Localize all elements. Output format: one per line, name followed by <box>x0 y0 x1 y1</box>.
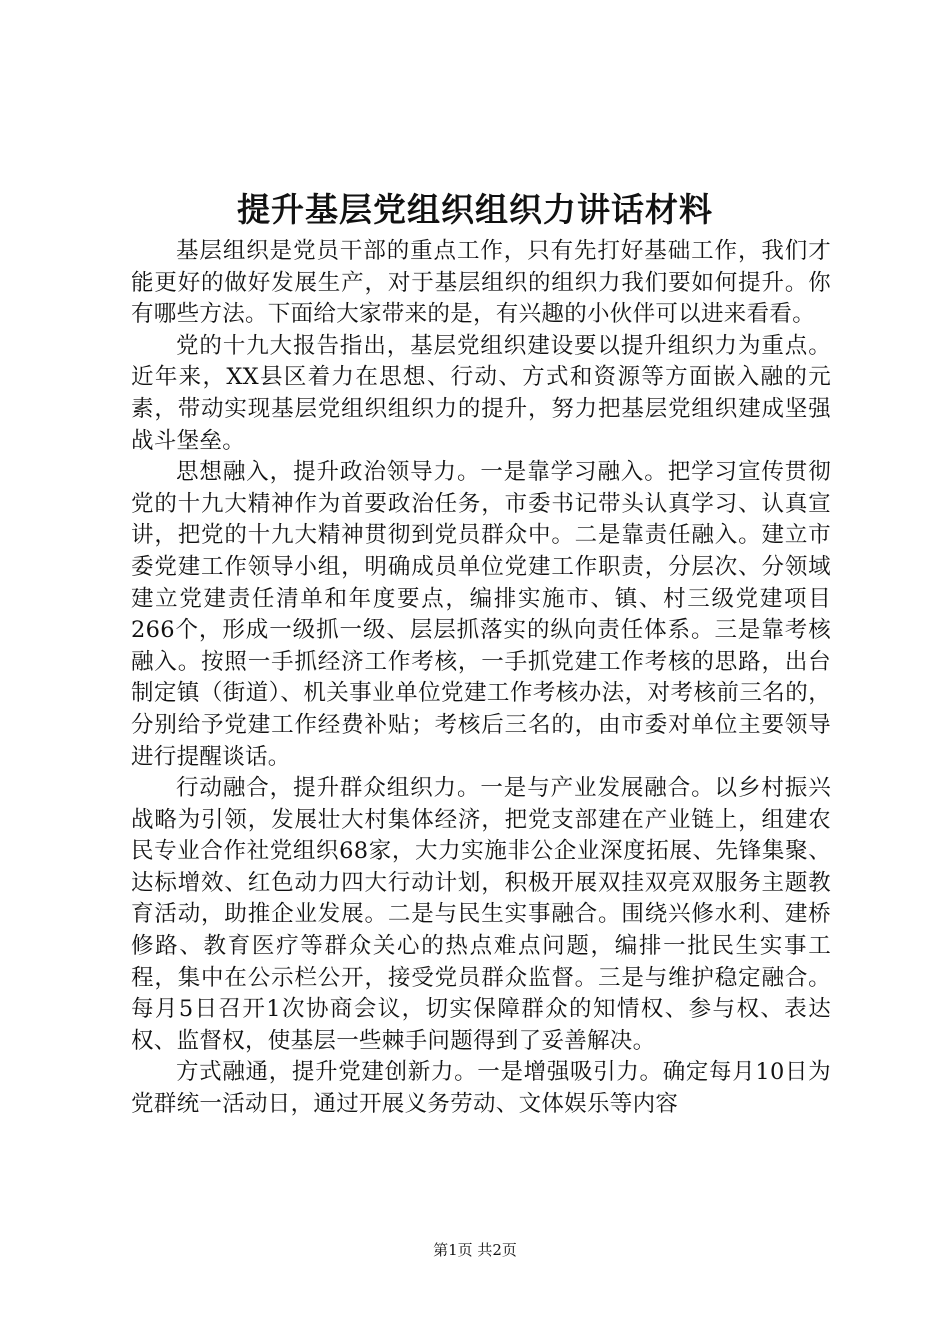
document-body <box>131 236 831 1121</box>
paragraph-thought: 思想融入，提升政治领导力。一是靠学习融入。把学习宣传贯彻党的十九大精神作为首要政治任务，市委书记带头认真学习、认真宣讲，把党的十九大精神贯彻到党员群众中。二是靠责任融入。建立市委党建工作领导小组，明确成员单位党建工作职责，分层次、分领域建立党建责任清单和年度要点，编排实施市、镇、村三级党建项目266个，形成一级抓一级、层层抓落实的纵向责任体系。三是靠考核融入。按照一手抓经济工作考核，一手抓党建工作考核的思路，出台制定镇（街道）、机关事业单位党建工作考核办法，对考核前三名的，分别给予党建工作经费补贴；考核后三名的，由市委对单位主要领导进行提醒谈话。 <box>131 459 831 770</box>
document-title: 提升基层党组织组织力讲话材料 <box>237 190 713 229</box>
paragraph-action: 行动融合，提升群众组织力。一是与产业发展融合。以乡村振兴战略为引领，发展壮大村集体经济，把党支部建在产业链上，组建农民专业合作社党组织68家，大力实施非公企业深度拓展、先锋集聚、达标增效、红色动力四大行动计划，积极开展双挂双亮双服务主题教育活动，助推企业发展。二是与民生实事融合。围绕兴修水利、建桥修路、教育医疗等群众关心的热点难点问题，编排一批民生实事工程，集中在公示栏公开，接受党员群众监督。三是与维护稳定融合。每月5日召开1次协商会议，切实保障群众的知情权、参与权、表达权、监督权，使基层一些棘手问题得到了妥善解决。 <box>131 775 831 1054</box>
paragraph-intro: 基层组织是党员干部的重点工作，只有先打好基础工作，我们才能更好的做好发展生产，对于基层组织的组织力我们要如何提升。你有哪些方法。下面给大家带来的是，有兴趣的小伙伴可以进来看看。 <box>131 238 831 328</box>
page-indicator: 第1页 共2页 <box>433 1241 517 1259</box>
paragraph-background: 党的十九大报告指出，基层党组织建设要以提升组织力为重点。近年来，XX县区着力在思想、行动、方式和资源等方面嵌入融的元素，带动实现基层党组织组织力的提升，努力把基层党组织建成坚强战斗堡垒。 <box>131 332 831 454</box>
paragraph-method: 方式融通，提升党建创新力。一是增强吸引力。确定每月10日为党群统一活动日，通过开展义务劳动、文体娱乐等内容 <box>131 1059 831 1118</box>
